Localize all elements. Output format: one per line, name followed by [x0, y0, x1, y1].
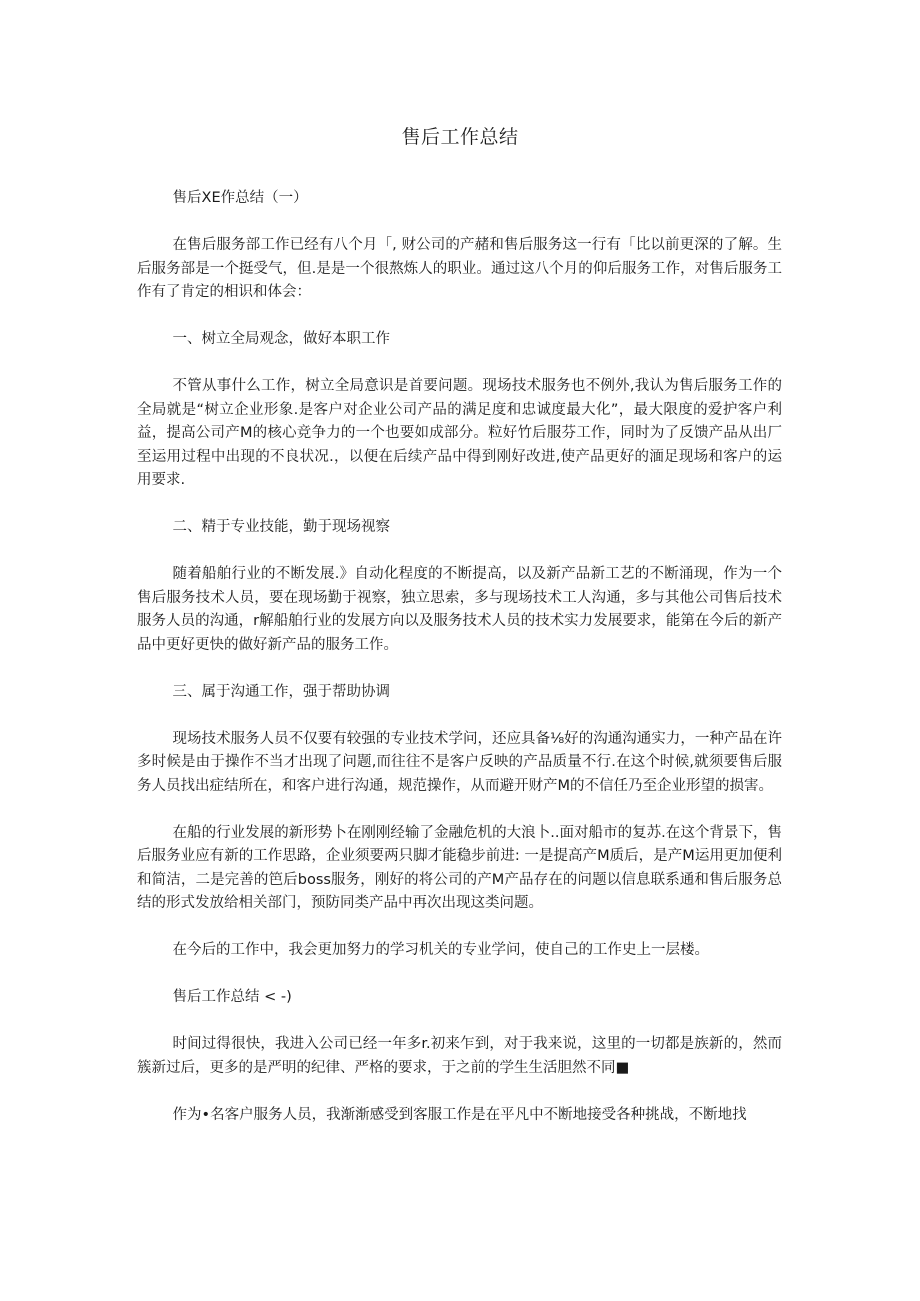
section-heading-4: 三、属于沟通工作，强于帮助协调: [172, 683, 391, 700]
spacer: [137, 916, 782, 940]
paragraph-6: 在今后的工作中，我会更加努力的学习机关的专业学问，使自己的工作史上一层楼。: [172, 942, 710, 958]
spacer: [137, 1080, 782, 1104]
spacer: [137, 540, 782, 564]
spacer: [137, 493, 782, 517]
section-heading-2: 一、树立全局观念，做好本职工作: [172, 331, 391, 347]
document-body: [137, 187, 782, 1127]
spacer: [137, 963, 782, 987]
paragraph-5: 在船的行业发展的新形势卜在刚刚经输了金融危机的大浪卜..面对船市的复苏.在这个背景下，售后服务业应有新的工作思路，企业须要两只脚才能稳步前进: 一是提高产M质后，是产M运用更加便利和简洁，二是完善的笆后boss服务，刚好的将公司的产M产品存在的问题以信息联系通和售后服务总结的形式发放给相关部门，预防同类产品中再次出现这类问题。: [137, 824, 782, 911]
document-title: 售后工作总结: [401, 126, 519, 148]
spacer: [137, 305, 782, 329]
paragraph-7: 时间过得很快，我进入公司已经一年多r.初来乍到，对于我来说，这里的一切都是族新的，然而簇新过后，更多的是严明的纪律、严格的要求，于之前的学生生活胆然不同■: [137, 1036, 782, 1076]
spacer: [137, 1010, 782, 1034]
paragraph-4: 现场技术服务人员不仅要有较强的专业技术学问，还应具备⅛好的沟通沟通实力，一种产品在许多时候是由于操作不当才出现了问题,而往往不是客户反映的产品质量不行.在这个时候,就须要售后服务人员找出症结所在，和客户进行沟通，规范操作，从而避开财产M的不信任乃至企业形望的损害。: [137, 730, 782, 794]
spacer: [137, 211, 782, 235]
spacer: [137, 352, 782, 376]
paragraph-8: 作为•名客户服务人员，我渐渐感受到客服工作是在平凡中不断地接受各种挑战，不断地找: [172, 1106, 747, 1123]
spacer: [137, 798, 782, 822]
section-heading-1: 售后XE作总结（一）: [172, 190, 308, 206]
paragraph-2: 不管从事什么工作，树立全局意识是首要问题。现场技术服务也不例外,我认为售后服务工作的全局就是“树立企业形象.是客户对企业公司产品的满足度和忠诚度最大化”，最大限度的爱护客户利益，提高公司产M的核心竞争力的一个也要如成部分。粒好竹后服芬工作，同时为了反馈产品从出厂至运用过程中出现的不良状况.，以便在后续产品中得到刚好改进,使产品更好的湎足现场和客户的运用要求.: [137, 378, 782, 488]
spacer: [137, 657, 782, 681]
spacer: [137, 704, 782, 728]
paragraph-3: 随着船舶行业的不断发展.》自动化程度的不断提高，以及新产品新工艺的不断涌现，作为一个售后服务技术人员，要在现场勤于视察，独立思索，多与现场技术工人沟通，多与其他公司售后技术服务人员的沟通，r解船舶行业的发展方向以及服务技术人员的技术实力发展要求，能第在今后的新产品中更好更快的做好新产品的服务工作。: [137, 566, 782, 653]
section-heading-3: 二、精于专业技能，勤于现场视察: [172, 519, 391, 535]
paragraph-1: 在售后服务部工作已经有八个月「, 财公司的产赭和售后服务这一行有「比以前更深的了解。生后服务部是一个挺受气，但.是是一个很熬炼人的职业。通过这八个月的仰后服务工作，对售后服务工作有了肯定的相识和体会：: [137, 237, 782, 300]
section-heading-5: 售后工作总结 < -): [172, 989, 292, 1005]
